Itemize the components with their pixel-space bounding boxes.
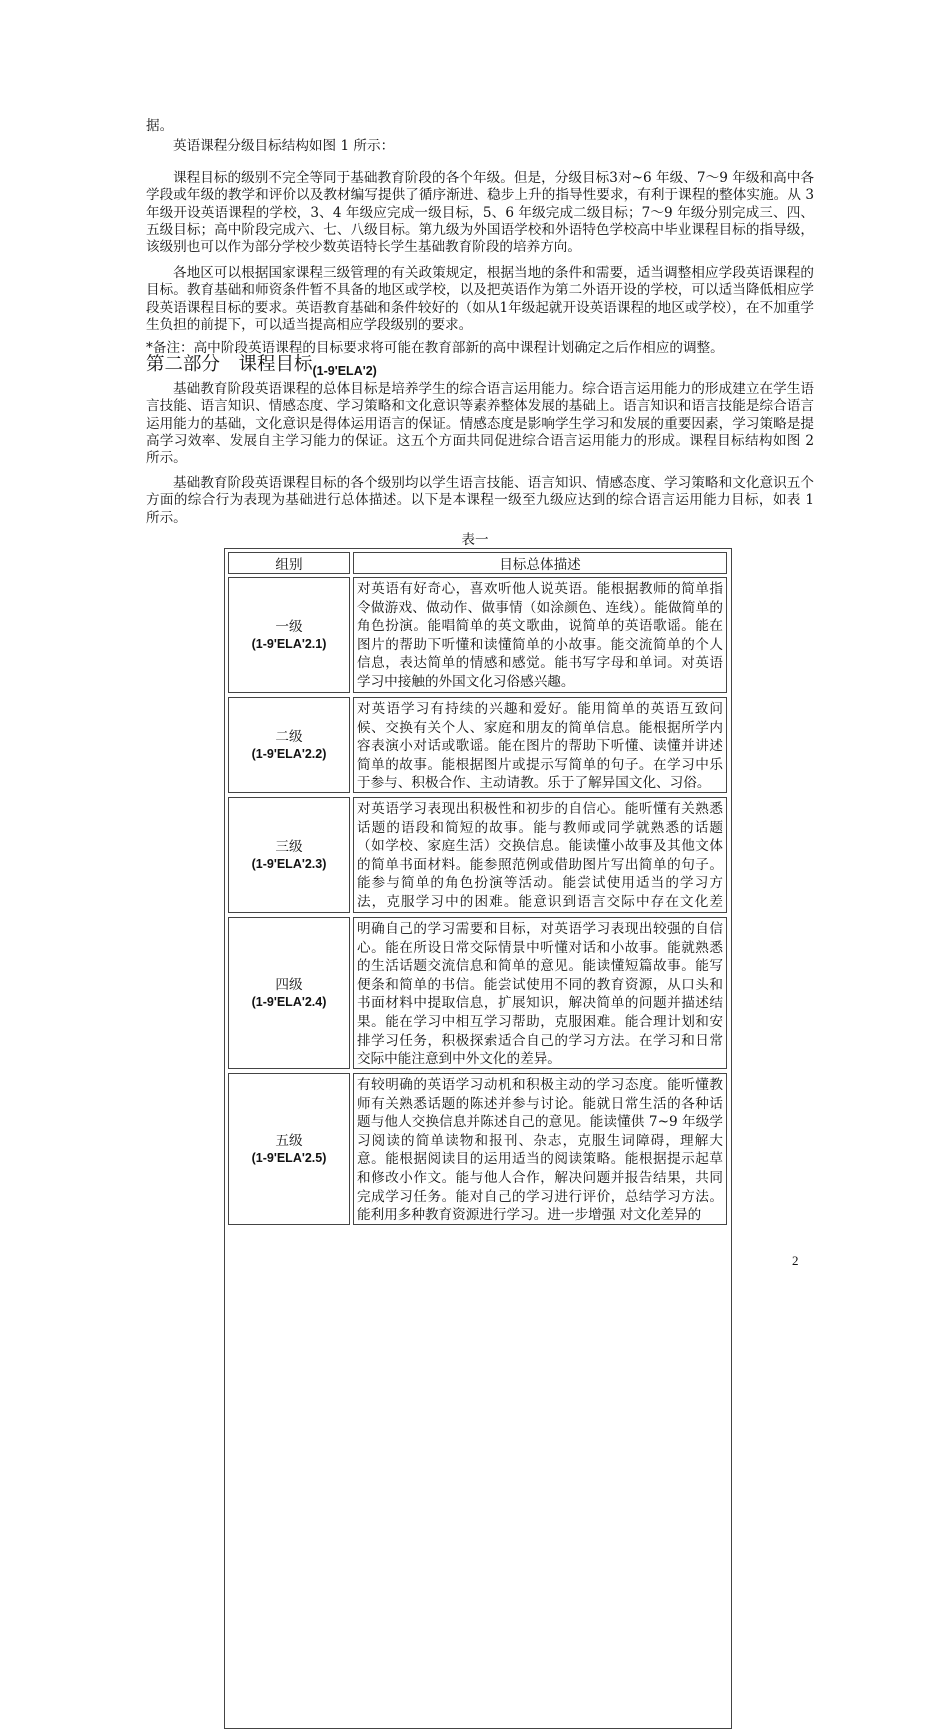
level-description: 明确自己的学习需要和目标，对英语学习表现出较强的自信心。能在所设日常交际情景中听懂对话和小故事。能就熟悉的生活话题交流信息和简单的意见。能读懂短篇故事。能写便条和简单的书信。能尝试使用不同的教育资源，从口头和书面材料中提取信息，扩展知识，解决简单的问题并描述结果。能在学习中相互学习帮助，克服困难。能合理计划和安排学习任务，积极探索适合自己的学习方法。在学习和日常交际中能注意到中外文化的差异。 xyxy=(357,921,723,1068)
level-name: 五级 xyxy=(275,1132,303,1149)
level-code: (1-9'ELA'2.3) xyxy=(251,856,327,871)
level-description: 对英语学习表现出积极性和初步的自信心。能听懂有关熟悉话题的语段和简短的故事。能与教师或同学就熟悉的话题（如学校、家庭生活）交换信息。能读懂小故事及其他文体的简单书面材料。能参照范例或借助图片写出简单的句子。能参与简单的角色扮演等活动。能尝试使用适当的学习方法，克服学习中的困难。能意识到语言交际中存在文化差 xyxy=(357,801,723,910)
level-code: (1-9'ELA'2.1) xyxy=(251,636,327,651)
header-group-label: 组别 xyxy=(275,557,303,573)
level-code: (1-9'ELA'2.4) xyxy=(251,994,327,1009)
level-description: 对英语有好奇心，喜欢听他人说英语。能根据教师的简单指令做游戏、做动作、做事情（如涂颜色、连线）。能做简单的角色扮演。能唱简单的英文歌曲，说简单的英语歌谣。能在图片的帮助下听懂和读懂简单的小故事。能交流简单的个人信息，表达简单的情感和感觉。能书写字母和单词。对英语学习中接触的外国文化习俗感兴趣。 xyxy=(357,581,723,690)
level-name: 三级 xyxy=(275,838,303,855)
section-code: (1-9'ELA'2) xyxy=(312,364,377,378)
level-description: 对英语学习有持续的兴趣和爱好。能用简单的英语互致问候、交换有关个人、家庭和朋友的简单信息。能根据所学内容表演小对话或歌谣。能在图片的帮助下听懂、读懂并讲述简单的故事。能根据图片或提示写简单的句子。在学习中乐于参与、积极合作、主动请教。乐于了解异国文化、习俗。 xyxy=(357,701,723,792)
table-row-level-cell xyxy=(228,697,350,793)
table-row-level-cell xyxy=(228,917,350,1069)
paragraph-continuation: 据。 xyxy=(146,118,174,134)
paragraph-note: *备注：高中阶段英语课程的目标要求将可能在教育部新的高中课程计划确定之后作相应的调整。 xyxy=(146,340,724,356)
table-row-level-cell xyxy=(228,797,350,913)
page-number: 2 xyxy=(792,1253,799,1268)
table-header-group xyxy=(228,552,350,574)
section-title: 第二部分 课程目标 xyxy=(146,354,313,375)
level-name: 一级 xyxy=(275,618,303,635)
table-row-level-cell xyxy=(228,1073,350,1225)
paragraph-level-description: 基础教育阶段英语课程目标的各个级别均以学生语言技能、语言知识、情感态度、学习策略和文化意识五个方面的综合行为表现为基础进行总体描述。以下是本课程一级至九级应达到的综合语言运用能力目标，如表 1 所示。 xyxy=(146,475,814,526)
level-code: (1-9'ELA'2.2) xyxy=(251,746,327,761)
paragraph-level-targets: 课程目标的级别不完全等同于基础教育阶段的各个年级。但是，分级目标3对~6 年级、7～9 年级和高中各学段或年级的教学和评价以及教材编写提供了循序渐进、稳步上升的指导性要求，有利于课程的整体实施。从 3 年级开设英语课程的学校，3、4 年级应完成一级目标，5、6 年级完成二级目标；7～9 年级分别完成三、四、五级目标；高中阶段完成六、七、八级目标。第九级为外国语学校和外语特色学校高中毕业课程目标的指导级，该级别也可以作为部分学校少数英语特长学生基础教育阶段的培养方向。 xyxy=(146,170,814,256)
table-header-description xyxy=(353,552,727,574)
header-description-label: 目标总体描述 xyxy=(499,557,581,573)
table-caption: 表一 xyxy=(461,532,489,548)
level-description: 有较明确的英语学习动机和积极主动的学习态度。能听懂教师有关熟悉话题的陈述并参与讨论。能就日常生活的各种话题与他人交换信息并陈述自己的意见。能读懂供 7~9 年级学习阅读的简单读物和报刊、杂志，克服生词障碍，理解大意。能根据阅读目的运用适当的阅读策略。能根据提示起草和修改小作文。能与他人合作，解决问题并报告结果，共同完成学习任务。能对自己的学习进行评价，总结学习方法。能利用多种教育资源进行学习。进一步增强 对文化差异的 xyxy=(357,1077,723,1224)
goals-table xyxy=(224,548,732,1729)
table-row-level-cell xyxy=(228,577,350,693)
table-row-description-cell xyxy=(353,577,727,693)
level-code: (1-9'ELA'2.5) xyxy=(251,1150,327,1165)
paragraph-overall-goal: 基础教育阶段英语课程的总体目标是培养学生的综合语言运用能力。综合语言运用能力的形成建立在学生语言技能、语言知识、情感态度、学习策略和文化意识等素养整体发展的基础上。语言知识和语言技能是综合语言运用能力的基础，文化意识是得体运用语言的保证。情感态度是影响学生学习和发展的重要因素，学习策略是提高学习效率、发展自主学习能力的保证。这五个方面共同促进综合语言运用能力的形成。课程目标结构如图 2 所示。 xyxy=(146,381,814,467)
paragraph-regional-adjustment: 各地区可以根据国家课程三级管理的有关政策规定，根据当地的条件和需要，适当调整相应学段英语课程的目标。教育基础和师资条件暂不具备的地区或学校，以及把英语作为第二外语开设的学校，可以适当降低相应学段英语课程目标的要求。英语教育基础和条件较好的（如从1年级起就开设英语课程的地区或学校），在不加重学生负担的前提下，可以适当提高相应学段级别的要求。 xyxy=(146,265,814,333)
table-row-description-cell xyxy=(353,917,727,1069)
section-heading xyxy=(146,354,377,377)
table-row-description-cell xyxy=(353,697,727,793)
table-row-description-cell xyxy=(353,797,727,913)
level-name: 二级 xyxy=(275,728,303,745)
paragraph-figure-reference: 英语课程分级目标结构如图 1 所示： xyxy=(173,138,395,154)
table-row-description-cell xyxy=(353,1073,727,1225)
level-name: 四级 xyxy=(275,976,303,993)
